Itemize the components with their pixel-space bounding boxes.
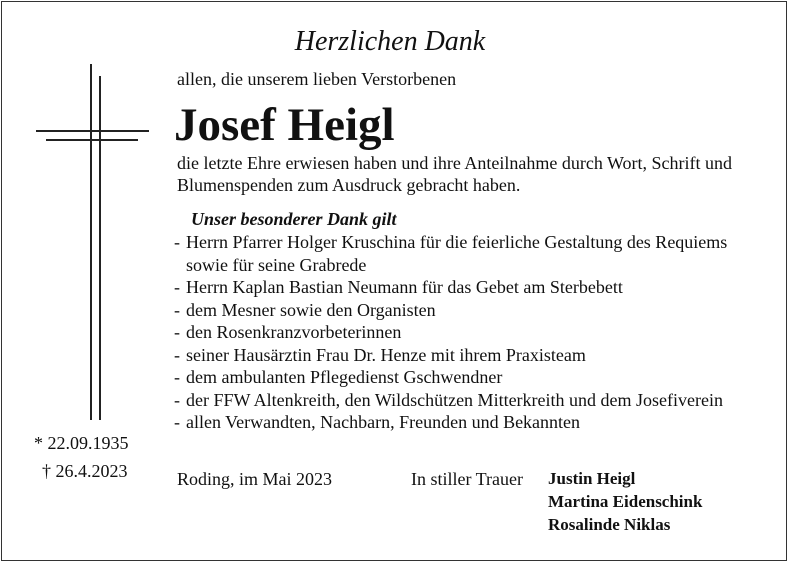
place-date: Roding, im Mai 2023 (177, 469, 333, 489)
cross-vertical-line (90, 64, 92, 420)
cross-horizontal-line (36, 130, 149, 132)
list-item: - den Rosenkranzvorbeterinnen (174, 322, 402, 342)
signer-name: Martina Eidenschink (548, 492, 703, 511)
death-date: † 26.4.2023 (42, 461, 128, 481)
list-item: - seiner Hausärztin Frau Dr. Henze mit ihrem Praxisteam (174, 344, 586, 365)
signers-list (548, 467, 702, 536)
notice-title: Herzlichen Dank (294, 26, 486, 57)
list-item: - dem ambulanten Pflegedienst Gschwendner (174, 367, 503, 387)
cross-horizontal-line (46, 139, 138, 141)
signer-name: Justin Heigl (548, 469, 636, 488)
list-item: - allen Verwandten, Nachbarn, Freunden und Bekannten (174, 412, 581, 432)
list-item: - der FFW Altenkreith, den Wildschützen Mitterkreith und dem Josefiverein (174, 389, 723, 410)
signer-name: Rosalinde Niklas (548, 515, 671, 534)
intro-text: allen, die unserem lieben Verstorbenen (177, 69, 457, 89)
special-thanks-heading: Unser besonderer Dank gilt (191, 209, 397, 229)
mourning-text: In stiller Trauer (411, 469, 523, 489)
list-item: - Herrn Kaplan Bastian Neumann für das Gebet am Sterbebett (174, 277, 623, 297)
special-thanks-list (174, 231, 746, 434)
birth-date: * 22.09.1935 (34, 433, 129, 453)
cross-vertical-line (99, 76, 101, 420)
list-item: - dem Mesner sowie den Organisten (174, 299, 436, 320)
thanks-text: die letzte Ehre erwiesen haben und ihre Anteilnahme durch Wort, Schrift und Blumenspenden zum Ausdruck gebracht haben. (177, 153, 733, 195)
list-item: - Herrn Pfarrer Holger Kruschina für die feierliche Gestaltung des Requiems sowie für seine Grabrede (174, 232, 728, 275)
deceased-name: Josef Heigl (174, 99, 395, 151)
